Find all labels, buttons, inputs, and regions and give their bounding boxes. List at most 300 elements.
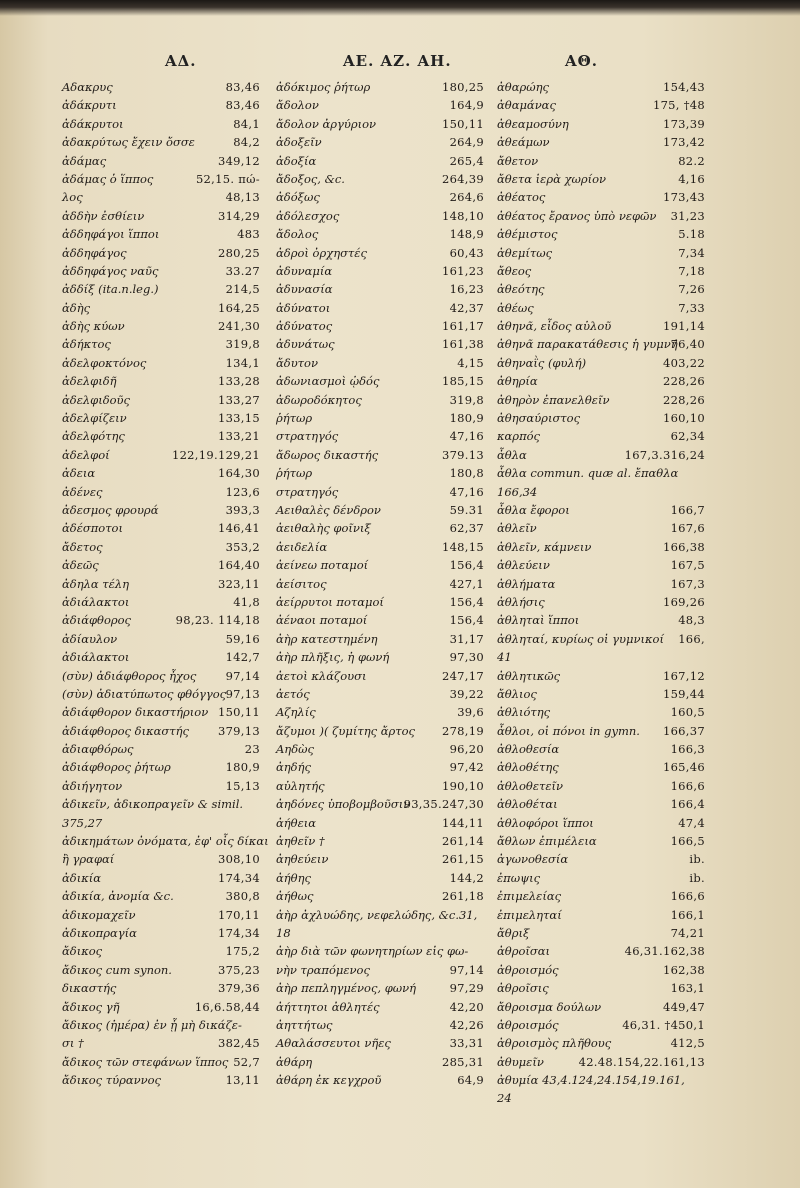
index-term: ἀηττήτως [276, 1017, 333, 1032]
index-term: ἀδιήγητον [62, 778, 123, 793]
index-reference: 393,3 [225, 502, 260, 517]
index-term: ἀὴρ ἀχλυώδης, νεφελώδης, &c.31, [276, 907, 478, 922]
index-reference: 175, †48 [652, 98, 705, 113]
index-entry [276, 758, 484, 776]
index-reference: 84,2 [233, 135, 260, 150]
index-reference: 23 [244, 742, 260, 757]
index-term: 41 [497, 650, 512, 665]
index-entry [497, 170, 705, 188]
index-entry [497, 795, 705, 813]
index-entry [497, 372, 705, 390]
index-reference: 59,16 [225, 631, 260, 646]
index-entry [276, 170, 484, 188]
index-entry [497, 1053, 705, 1071]
index-term: ἀείσιτος [276, 576, 327, 591]
index-entry [497, 538, 705, 556]
index-reference: 97,14 [225, 668, 260, 683]
index-entry [62, 869, 260, 887]
index-entry [62, 538, 260, 556]
index-entry [497, 152, 705, 170]
index-reference: 15,13 [225, 778, 260, 793]
index-entry [497, 740, 705, 758]
index-term: ἀθλητικῶς [497, 668, 561, 683]
index-reference: 146,41 [217, 521, 260, 536]
index-reference: 163,1 [670, 981, 705, 996]
index-term: ἀὴρ πλῆξις, ἡ φωνή [276, 650, 390, 665]
index-reference: 133,28 [217, 374, 260, 389]
index-term: ἀδυναμία [276, 263, 333, 278]
index-entry [497, 1089, 705, 1107]
index-entry [62, 979, 260, 997]
index-term: ἀδοξεῖν [276, 135, 322, 150]
index-reference: 47,4 [678, 815, 705, 830]
index-entry [276, 630, 484, 648]
index-term: ἀηθεύειν [276, 852, 329, 867]
index-term: ἄθλιος [497, 686, 537, 701]
index-reference: 167,3.316,24 [624, 447, 705, 462]
index-term: ἀδδίξ (ita.n.leg.) [62, 282, 159, 297]
index-reference: 278,19 [441, 723, 484, 738]
index-entry [62, 464, 260, 482]
index-entry [497, 391, 705, 409]
index-reference: 52,7 [233, 1054, 260, 1069]
index-reference: 156,4 [449, 613, 484, 628]
index-term: ἀδελφιδῆ [62, 374, 117, 389]
index-term: ἀδωνιασμοὶ ᾠδός [276, 374, 380, 389]
index-term: ἢ γραφαί [62, 852, 115, 867]
index-reference: 133,21 [217, 429, 260, 444]
index-reference: 164,30 [217, 466, 260, 481]
index-term: ἀθλήματα [497, 576, 556, 591]
index-term: ἀδόκιμος ῥήτωρ [276, 80, 371, 94]
index-reference: 97,14 [449, 962, 484, 977]
index-entry [497, 814, 705, 832]
index-entry [276, 96, 484, 114]
index-term: ἄδετος [62, 539, 103, 554]
index-term: ἀδικία, ἀνομία &c. [62, 889, 174, 904]
index-entry [62, 611, 260, 629]
index-entry [276, 519, 484, 537]
index-term: ἀθέατος [497, 190, 546, 205]
index-term: ἄδικος [62, 944, 103, 959]
index-entry [497, 115, 705, 133]
index-term: ἀδυνασία [276, 282, 333, 297]
index-reference: 427,1 [449, 576, 484, 591]
index-entry [276, 685, 484, 703]
index-entry [62, 740, 260, 758]
index-reference: 60,43 [449, 245, 484, 260]
index-reference: 31,17 [449, 631, 484, 646]
index-term: ἀδεια [62, 466, 96, 481]
index-entry [62, 758, 260, 776]
index-entry [62, 961, 260, 979]
index-entry [497, 78, 705, 96]
index-term: ἀθεότης [497, 282, 545, 297]
index-term: ῥήτωρ [276, 411, 313, 426]
index-reference: 412,5 [670, 1036, 705, 1051]
index-term: ἄδωρος δικαστής [276, 447, 379, 462]
index-entry [497, 1034, 705, 1052]
index-term: ἀδδηφάγοι ἵπποι [62, 227, 160, 242]
index-reference: 164,40 [217, 558, 260, 573]
index-reference: 180,9 [225, 760, 260, 775]
index-term: ἀδελφοκτόνος [62, 355, 147, 370]
index-reference: ib. [689, 870, 705, 885]
index-reference: 33,31 [449, 1036, 484, 1051]
index-reference: 166,38 [662, 539, 705, 554]
index-entry [276, 372, 484, 390]
index-entry [497, 483, 705, 501]
index-entry [62, 115, 260, 133]
index-entry [62, 335, 260, 353]
index-entry [62, 409, 260, 427]
index-reference: 241,30 [217, 319, 260, 334]
index-entry [497, 998, 705, 1016]
index-term: ἀήθης [276, 870, 311, 885]
index-entry [497, 519, 705, 537]
index-entry [62, 78, 260, 96]
index-term: ἄθλων ἐπιμέλεια [497, 834, 597, 849]
index-reference: 380,8 [225, 889, 260, 904]
index-entry [62, 244, 260, 262]
index-entry [62, 832, 269, 850]
index-entry [62, 1053, 260, 1071]
index-entry [276, 740, 484, 758]
index-reference: 353,2 [225, 539, 260, 554]
index-term: ἀδιάφθορος [62, 613, 131, 628]
index-entry [62, 391, 260, 409]
index-term: ἀηδής [276, 760, 311, 775]
index-column-1 [62, 78, 269, 1089]
index-reference: 180,9 [449, 411, 484, 426]
index-term: ἀηθεῖν † [276, 834, 325, 849]
column-header-1: ΑΔ. [165, 52, 197, 70]
index-term: ἀθυμία 43,4.124,24.154,19.161, [497, 1073, 685, 1088]
index-entry [276, 575, 484, 593]
index-reference: 165,46 [662, 760, 705, 775]
index-entry [497, 887, 705, 905]
index-reference: 74,21 [670, 925, 705, 940]
index-entry [497, 96, 705, 114]
index-term: ἀδακρύτως ἔχειν ὄσσε [62, 135, 195, 150]
index-term: Αζηλίς [276, 705, 316, 720]
index-reference: 379,13 [217, 723, 260, 738]
index-entry [62, 225, 260, 243]
index-entry [497, 354, 705, 372]
index-entry [276, 906, 484, 924]
index-reference: 191,14 [662, 319, 705, 334]
index-reference: 214,5 [225, 282, 260, 297]
index-reference: 154,43 [662, 80, 705, 94]
index-reference: 16,6.58,44 [194, 999, 260, 1014]
index-term: ἀθάρη [276, 1054, 313, 1069]
index-term: ἀθροισμός [497, 962, 559, 977]
index-term: ἄδικος τῶν στεφάνων ἵππος [62, 1054, 229, 1069]
index-term: ἄδικος (ἡμέρα) ἐν ᾗ μὴ δικάζε- [62, 1017, 242, 1032]
index-reference: 166,37 [662, 723, 705, 738]
index-reference: 97,30 [449, 650, 484, 665]
index-reference: 4,15 [457, 355, 484, 370]
index-reference: 319,8 [225, 337, 260, 352]
index-term: ἀθροισμὸς πλῆθους [497, 1036, 612, 1051]
index-term: ἀγωνοθεσία [497, 852, 569, 867]
index-entry [62, 372, 260, 390]
index-reference: 98,23. 114,18 [175, 613, 260, 628]
index-entry [276, 446, 484, 464]
index-entry [497, 924, 705, 942]
index-term: ἀδόξως [276, 190, 320, 205]
index-reference: 42.48.154,22.161,13 [578, 1054, 705, 1069]
index-entry [276, 795, 484, 813]
index-entry [276, 280, 484, 298]
index-entry [62, 648, 260, 666]
index-reference: 42,26 [449, 1017, 484, 1032]
index-entry [497, 575, 705, 593]
index-reference: 47,16 [449, 429, 484, 444]
index-reference: 161,23 [441, 263, 484, 278]
index-entry [62, 354, 260, 372]
index-term: ἀθηνᾶ παρακατάθεσις ἡ γυμνή [497, 337, 678, 352]
index-reference: 64,9 [457, 1073, 484, 1088]
index-entry [62, 1071, 260, 1089]
index-reference: 133,15 [217, 411, 260, 426]
index-term: ἄζυμοι )( ζυμίτης ἄρτος [276, 723, 415, 738]
index-term: ἀθησαύριστος [497, 411, 581, 426]
index-reference: 83,46 [225, 98, 260, 113]
index-reference: 42,37 [449, 300, 484, 315]
index-term: ἀετός [276, 686, 310, 701]
index-term: ἄδολον [276, 98, 319, 113]
index-entry [497, 464, 705, 482]
index-term: ἀδίαυλον [62, 631, 118, 646]
index-entry [276, 133, 484, 151]
index-reference: 161,38 [441, 337, 484, 352]
index-reference: 166,4 [670, 797, 705, 812]
index-term: ἀθροῖσις [497, 981, 549, 996]
index-entry [62, 630, 260, 648]
index-term: ἀθροῖσαι [497, 944, 551, 959]
index-reference: 39,6 [457, 705, 484, 720]
index-term: ἐπωψις [497, 870, 541, 885]
index-entry [62, 556, 260, 574]
index-term: ἀὴρ κατεστημένη [276, 631, 378, 646]
index-term: Αηδὼς [276, 742, 314, 757]
index-entry [497, 777, 705, 795]
index-entry [62, 1016, 260, 1034]
index-term: ἀδυνάτως [276, 337, 335, 352]
index-reference: 144,2 [449, 870, 484, 885]
index-entry [497, 1016, 705, 1034]
index-term: ἄδικος γῆ [62, 999, 120, 1014]
index-entry [497, 906, 705, 924]
index-entry [276, 979, 484, 997]
index-term: ἀήττητοι ἀθλητές [276, 999, 380, 1014]
index-entry [276, 777, 484, 795]
index-reference: 166,1 [670, 907, 705, 922]
index-reference: 84,1 [233, 116, 260, 131]
index-term: 24 [497, 1091, 512, 1106]
index-entry [62, 152, 260, 170]
index-term: ἀδικημάτων ὀνόματα, ἐφ' οἷς δίκαι [62, 834, 269, 849]
index-term: ἄθριξ [497, 925, 530, 940]
index-reference: 7,18 [678, 263, 705, 278]
index-entry [497, 427, 705, 445]
index-entry [62, 722, 260, 740]
index-entry [62, 593, 260, 611]
index-entry [497, 648, 705, 666]
index-entry [497, 244, 705, 262]
index-reference: 150,11 [217, 705, 260, 720]
index-entry [276, 244, 484, 262]
index-term: ἀθαρώης [497, 80, 549, 94]
index-entry [497, 317, 705, 335]
index-term: ἀδδηφάγος ναῦς [62, 263, 159, 278]
index-term: ἀθλεῖν, κάμνειν [497, 539, 592, 554]
index-term: ἆθλα ἔφοροι [497, 502, 570, 517]
column-header-3: ΑΘ. [565, 52, 598, 70]
index-entry [276, 961, 484, 979]
index-term: ἀδιάφθορος ῥήτωρ [62, 760, 171, 775]
index-term: Αδακρυς [62, 80, 113, 94]
index-entry [497, 942, 705, 960]
index-reference: 48,3 [678, 613, 705, 628]
index-reference: 82.2 [678, 153, 705, 168]
index-entry [276, 1016, 484, 1034]
index-entry [62, 262, 260, 280]
index-reference: 83,46 [225, 80, 260, 94]
index-term: ἀδύνατοι [276, 300, 331, 315]
index-term: ἀείνεω ποταμοί [276, 558, 369, 573]
index-term: λος [62, 190, 83, 205]
index-reference: 349,12 [217, 153, 260, 168]
index-term: ἀθέατος ἔρανος ὑπὸ νεφῶν [497, 208, 657, 223]
index-reference: 97,13 [225, 686, 260, 701]
index-reference: 160,5 [670, 705, 705, 720]
index-entry [276, 1071, 484, 1089]
index-entry [276, 648, 484, 666]
index-entry [276, 869, 484, 887]
index-entry [497, 979, 705, 997]
index-entry [62, 814, 260, 832]
index-reference: 247,17 [441, 668, 484, 683]
index-entry [497, 611, 705, 629]
index-entry [276, 152, 484, 170]
index-reference: 261,15 [441, 852, 484, 867]
index-entry [62, 299, 260, 317]
index-entry [497, 501, 705, 519]
index-reference: 76,40 [670, 337, 705, 352]
index-entry [62, 924, 260, 942]
index-reference: 264,39 [441, 171, 484, 186]
index-term: ἀδωροδόκητος [276, 392, 362, 407]
index-entry [62, 1034, 260, 1052]
index-reference: 93,35.247,30 [403, 797, 484, 812]
index-entry [276, 207, 484, 225]
index-term: ἀθεάμων [497, 135, 550, 150]
index-term: ἄδυτον [276, 355, 318, 370]
index-term: στρατηγός [276, 429, 339, 444]
index-term: ἀδοξία [276, 153, 317, 168]
index-reference: 323,11 [217, 576, 260, 591]
index-term: ἀηδόνες ὑποβομβοῦσιν [276, 797, 411, 812]
index-entry [276, 832, 484, 850]
index-entry [497, 832, 705, 850]
index-reference: 62,34 [670, 429, 705, 444]
index-reference: 33.27 [225, 263, 260, 278]
index-reference: 46,31.162,38 [624, 944, 705, 959]
index-entry [276, 850, 484, 868]
index-entry [497, 280, 705, 298]
index-reference: 46,31. †450,1 [622, 1017, 705, 1032]
index-reference: 97,29 [449, 981, 484, 996]
index-reference: 59.31 [449, 502, 484, 517]
index-entry [497, 961, 705, 979]
index-reference: 142,7 [225, 650, 260, 665]
index-reference: 16,23 [449, 282, 484, 297]
index-reference: 379,36 [217, 981, 260, 996]
index-entry [276, 667, 484, 685]
index-reference: 167,12 [662, 668, 705, 683]
index-entry [62, 170, 260, 188]
index-reference: 7,33 [678, 300, 705, 315]
index-entry [62, 795, 260, 813]
index-term: 166,34 [497, 484, 538, 499]
index-term: ἀδελφότης [62, 429, 125, 444]
index-entry [497, 593, 705, 611]
index-term: ἄθετα ἱερὰ χωρίον [497, 171, 607, 186]
index-reference: 228,26 [662, 392, 705, 407]
index-entry [497, 703, 705, 721]
index-reference: 156,4 [449, 558, 484, 573]
index-reference: 4,16 [678, 171, 705, 186]
index-term: 375,27 [62, 815, 103, 830]
index-term: ἀδεσμος φρουρά [62, 502, 159, 517]
index-reference: 133,27 [217, 392, 260, 407]
index-term: ἀδικοπραγία [62, 925, 137, 940]
index-term: ἀθυμεῖν [497, 1054, 544, 1069]
index-reference: 7,26 [678, 282, 705, 297]
index-reference: 161,17 [441, 319, 484, 334]
index-term: ἀθληταὶ ἵπποι [497, 613, 580, 628]
page-top-shadow [0, 0, 800, 16]
index-entry [276, 1034, 484, 1052]
index-entry [62, 777, 260, 795]
index-entry [62, 188, 260, 206]
index-reference: 41,8 [233, 594, 260, 609]
index-reference: 122,19.129,21 [171, 447, 260, 462]
index-entry [276, 225, 484, 243]
index-term: ἄδικος cum synon. [62, 962, 172, 977]
index-reference: 174,34 [217, 870, 260, 885]
index-entry [497, 188, 705, 206]
index-entry [62, 575, 260, 593]
index-entry [497, 869, 705, 887]
index-reference: 42,20 [449, 999, 484, 1014]
column-header-2: ΑΕ. ΑΖ. ΑΗ. [343, 52, 452, 70]
index-reference: 169,26 [662, 594, 705, 609]
index-term: ἀδένες [62, 484, 103, 499]
index-term: ἀὴρ πεπληγμένος, φωνή [276, 981, 417, 996]
index-entry [276, 942, 484, 960]
index-reference: 173,42 [662, 135, 705, 150]
index-reference: 5.18 [678, 227, 705, 242]
index-entry [62, 998, 260, 1016]
index-reference: 13,11 [225, 1073, 260, 1088]
index-entry [276, 1053, 484, 1071]
index-term: ἀδροὶ ὀρχηστές [276, 245, 367, 260]
index-reference: 144,11 [441, 815, 484, 830]
index-entry [62, 133, 260, 151]
